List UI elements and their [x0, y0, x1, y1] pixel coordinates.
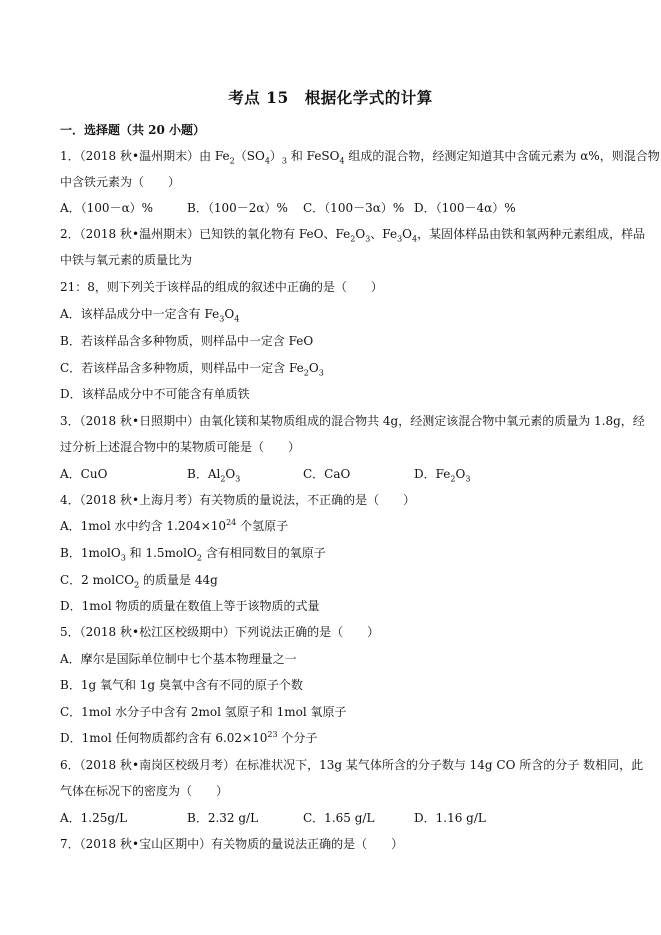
question-1-option-c: C．（100－3α）% — [303, 201, 405, 215]
question-5-option-c: C．1mol 水分子中含有 2mol 氢原子和 1mol 氧原子 — [60, 705, 347, 719]
question-1-stem-line-2: 中含铁元素为（ ） — [60, 175, 181, 189]
question-4-option-a: A．1mol 水中约含 $1.204\times 10^{24}$ 个氢原子 — [60, 518, 289, 533]
question-6-option-c: C．1.65 g/L — [303, 811, 375, 825]
question-6-option-a: A．1.25g/L — [60, 811, 128, 825]
question-3-stem-line-2: 过分析上述混合物中的某物质可能是（ ） — [60, 440, 301, 454]
question-3-stem-line-1: 3．（2018 秋•日照期中）由氧化镁和某物质组成的混合物共 4g，经测定该混合物中氧元素的质量为 1.8g，经 — [60, 414, 645, 428]
question-4-option-d: D．1mol 物质的质量在数值上等于该物质的式量 — [60, 599, 320, 613]
question-5-option-d: D．1mol 任何物质都约含有 $6.02\times 10^{23}$ 个分子 — [60, 730, 318, 745]
page-title: 考点 15 根据化学式的计算 — [228, 88, 433, 107]
question-4-stem: 4．（2018 秋•上海月考）有关物质的量说法，不正确的是（ ） — [60, 493, 416, 507]
question-1-option-d: D．（100－4α）% — [414, 201, 516, 215]
question-4-option-c: C．2 molCO$_2$ 的质量是 44g — [60, 573, 218, 590]
section-heading: 一．选择题（共 20 小题） — [60, 123, 206, 137]
question-6-stem-line-1: 6．（2018 秋•南岗区校级月考）在标准状况下，13g 某气体所含的分子数与 14g CO 所含的分子 数相同，此 — [60, 758, 644, 772]
question-5-option-b: B．1g 氧气和 1g 臭氧中含有不同的原子个数 — [60, 678, 303, 692]
question-2-stem-line-3: 21：8，则下列关于该样品的组成的叙述中正确的是（ ） — [60, 280, 383, 294]
question-2-option-d: D．该样品成分中不可能含有单质铁 — [60, 387, 250, 401]
question-2-option-c: C．若该样品含多种物质，则样品中一定含 $Fe_2O_3$ — [60, 361, 324, 378]
question-7-stem: 7．（2018 秋•宝山区期中）有关物质的量说法正确的是（ ） — [60, 837, 404, 851]
question-1-stem-line-1: 1．（2018 秋•温州期末）由 $Fe_2(SO_4)_3$ 和 FeSO$_4$ 组成的混合物，经测定知道其中含硫元素为 α%，则混合物 — [60, 149, 660, 166]
question-2-option-a: A．该样品成分中一定含有 $Fe_3O_4$ — [60, 307, 240, 324]
question-1-option-b: B．（100－2α）% — [187, 201, 288, 215]
question-1-option-a: A．（100－α）% — [60, 201, 154, 215]
question-3-option-b: B．$Al_2O_3$ — [187, 467, 241, 484]
question-5-stem: 5．（2018 秋•松江区校级期中）下列说法正确的是（ ） — [60, 625, 380, 639]
question-2-option-b: B．若该样品含多种物质，则样品中一定含 FeO — [60, 334, 314, 348]
question-3-option-a: A．CuO — [60, 467, 108, 481]
question-6-option-b: B．2.32 g/L — [187, 811, 259, 825]
question-3-option-d: D．$Fe_2O_3$ — [414, 467, 471, 484]
question-6-stem-line-2: 气体在标况下的密度为（ ） — [60, 784, 229, 798]
question-5-option-a: A．摩尔是国际单位制中七个基本物理量之一 — [60, 652, 297, 666]
question-4-option-b: B．1molO$_3$ 和 1.5molO$_2$ 含有相同数目的氧原子 — [60, 546, 326, 563]
question-3-option-c: C．CaO — [303, 467, 351, 481]
question-2-stem-line-1: 2．（2018 秋•温州期末）已知铁的氧化物有 FeO、$Fe_2O_3$、$Fe_3O_4$，某固体样品由铁和氧两种元素组成，样品 — [60, 227, 646, 244]
question-2-stem-line-2: 中铁与氧元素的质量比为 — [60, 253, 193, 267]
question-6-option-d: D．1.16 g/L — [414, 811, 486, 825]
